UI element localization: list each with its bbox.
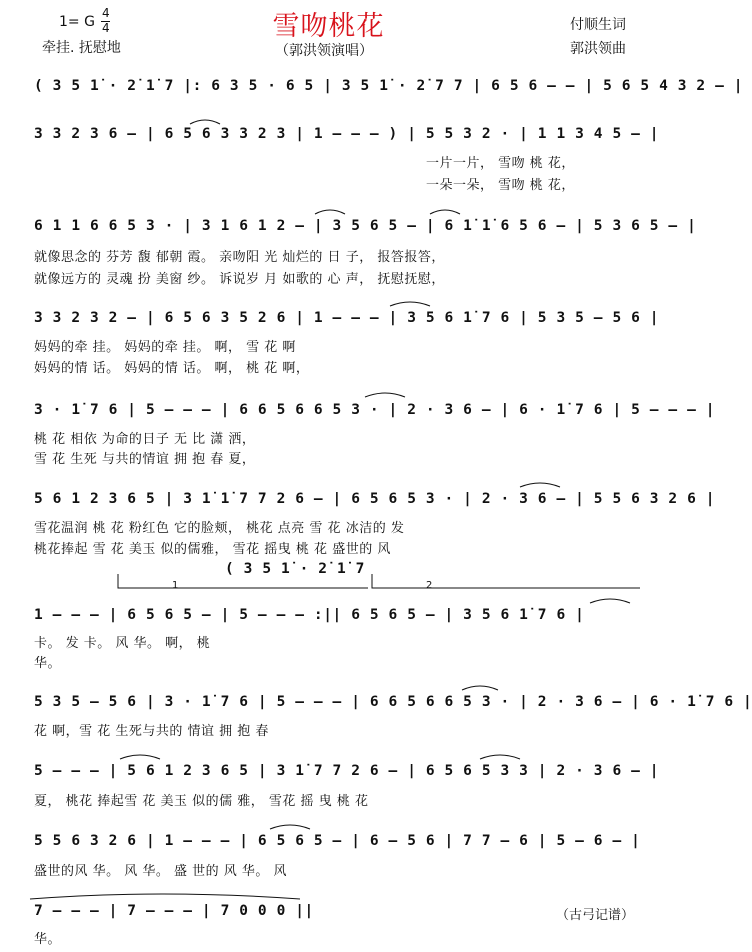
lyric-line-5-verse-1: 桃 花 相依 为命的日子 无 比 潇 洒， xyxy=(34,432,256,447)
melody-line-10: 5 5 6 3 2 6 | 1 – – – | 6 5 6 5 – | 6 – 5 6 | 7 7 – 6 | 5 – 6 – | xyxy=(34,833,641,849)
lyric-line-3-verse-2: 就像远方的 灵魂 扮 美窗 纱。 诉说岁 月 如歌的 心 声， 抚慰抚慰， xyxy=(34,272,445,287)
lyric-line-8: 花 啊，雪 花 生死与共的 情谊 拥 抱 春 xyxy=(34,724,269,739)
slur xyxy=(315,210,345,214)
slur xyxy=(390,302,430,306)
time-signature-bottom: 4 xyxy=(102,21,110,35)
lyric-line-2-verse-1: 一片一片， 雪吻 桃 花， xyxy=(426,156,575,171)
transcriber-credit: （古弓记谱） xyxy=(556,908,635,923)
lyric-line-11: 华。 xyxy=(34,932,62,947)
key-signature: 1= G xyxy=(59,14,95,30)
volta-bracket-2 xyxy=(372,574,640,588)
song-title: 雪吻桃花 xyxy=(272,11,385,42)
lyric-line-2-verse-2: 一朵一朵， 雪吻 桃 花， xyxy=(426,178,575,193)
volta-1-label: 1 xyxy=(172,580,179,591)
lyric-line-5-verse-2: 雪 花 生死 与共的情谊 拥 抱 春 夏， xyxy=(34,452,256,467)
melody-line-6: 5 6 1 2 3 6 5 | 3 1̇ 1̇ 7 7 2 6 – | 6 5 6 5 3 · | 2 · 3 6 – | 5 5 6 3 2 6 | xyxy=(34,491,716,507)
lyricist-credit: 付顺生词 xyxy=(570,17,626,33)
slur xyxy=(462,686,498,690)
volta-bracket-1 xyxy=(118,574,368,588)
lyric-line-4-verse-2: 妈妈的情 话。 妈妈的情 话。 啊， 桃 花 啊， xyxy=(34,361,310,376)
melody-line-11: 7 – – – | 7 – – – | 7 0 0 0 || xyxy=(34,903,314,919)
composer-credit: 郭洪领曲 xyxy=(570,41,626,57)
lyric-line-3-verse-1: 就像思念的 芬芳 馥 郁朝 霞。 亲吻阳 光 灿烂的 日 子， 报答报答， xyxy=(34,250,445,265)
lyric-line-10: 盛世的风 华。 风 华。 盛 世的 风 华。 风 xyxy=(34,864,288,879)
melody-line-2: 3 3 2 3 6 – | 6 5 6 3 3 2 3 | 1 – – – ) | 5 5 3 2 · | 1 1 3 4 5 – | xyxy=(34,126,660,142)
lyric-line-4-verse-1: 妈妈的牵 挂。 妈妈的牵 挂。 啊， 雪 花 啊 xyxy=(34,340,296,355)
slur xyxy=(190,120,220,124)
lyric-line-9: 夏， 桃花 捧起雪 花 美玉 似的儒 雅， 雪花 摇 曳 桃 花 xyxy=(34,794,369,809)
melody-line-7-intro: ( 3 5 1̇ · 2̇ 1̇ 7 xyxy=(225,561,365,577)
slur xyxy=(365,393,405,397)
melody-line-8: 5 3 5 – 5 6 | 3 · 1̇ 7 6 | 5 – – – | 6 6 5 6 6 5 3 · | 2 · 3 6 – | 6 · 1̇ 7 6 | xyxy=(34,694,752,710)
volta-2-label: 2 xyxy=(426,580,433,591)
melody-line-4: 3 3 2 3 2 – | 6 5 6 3 5 2 6 | 1 – – – | 3 5 6 1̇ 7 6 | 5 3 5 – 5 6 | xyxy=(34,310,660,326)
singer-credit: （郭洪领演唱） xyxy=(275,43,373,59)
melody-line-5: 3 · 1̇ 7 6 | 5 – – – | 6 6 5 6 6 5 3 · | 2 · 3 6 – | 6 · 1̇ 7 6 | 5 – – – | xyxy=(34,402,716,418)
melody-line-9: 5 – – – | 5 6 1 2 3 6 5 | 3 1̇ 7 7 2 6 – | 6 5 6 5 3 3 | 2 · 3 6 – | xyxy=(34,763,660,779)
slur xyxy=(30,894,300,899)
slurs-and-underlines xyxy=(30,120,640,899)
slur xyxy=(480,755,520,759)
slur xyxy=(590,599,630,603)
slur xyxy=(430,210,460,214)
time-signature-top: 4 xyxy=(102,6,110,20)
lyric-line-7-verse-2: 华。 xyxy=(34,656,62,671)
performance-mood: 牵挂. 抚慰地 xyxy=(42,40,121,56)
lyric-line-7-verse-1: 卡。 发 卡。 风 华。 啊， 桃 xyxy=(34,636,211,651)
slur xyxy=(520,483,560,487)
melody-line-1: ( 3 5 1̇ · 2̇ 1̇ 7 |: 6 3 5 · 6 5 | 3 5 1̇ · 2̇ 7 7 | 6 5 6 – – | 5 6 5 4 3 2 – | xyxy=(34,78,744,94)
lyric-line-6-verse-1: 雪花温润 桃 花 粉红色 它的脸颊， 桃花 点亮 雪 花 冰洁的 发 xyxy=(34,521,405,536)
slur xyxy=(270,825,310,829)
lyric-line-6-verse-2: 桃花捧起 雪 花 美玉 似的儒雅， 雪花 摇曳 桃 花 盛世的 风 xyxy=(34,542,391,557)
melody-line-3: 6 1 1 6 6 5 3 · | 3 1 6 1 2 – | 3 5 6 5 – | 6 1̇ 1̇ 6 5 6 – | 5 3 6 5 – | xyxy=(34,218,697,234)
melody-line-7: 1 – – – | 6 5 6 5 – | 5 – – – :|| 6 5 6 5 – | 3 5 6 1̇ 7 6 | xyxy=(34,607,585,623)
slur xyxy=(120,755,160,759)
